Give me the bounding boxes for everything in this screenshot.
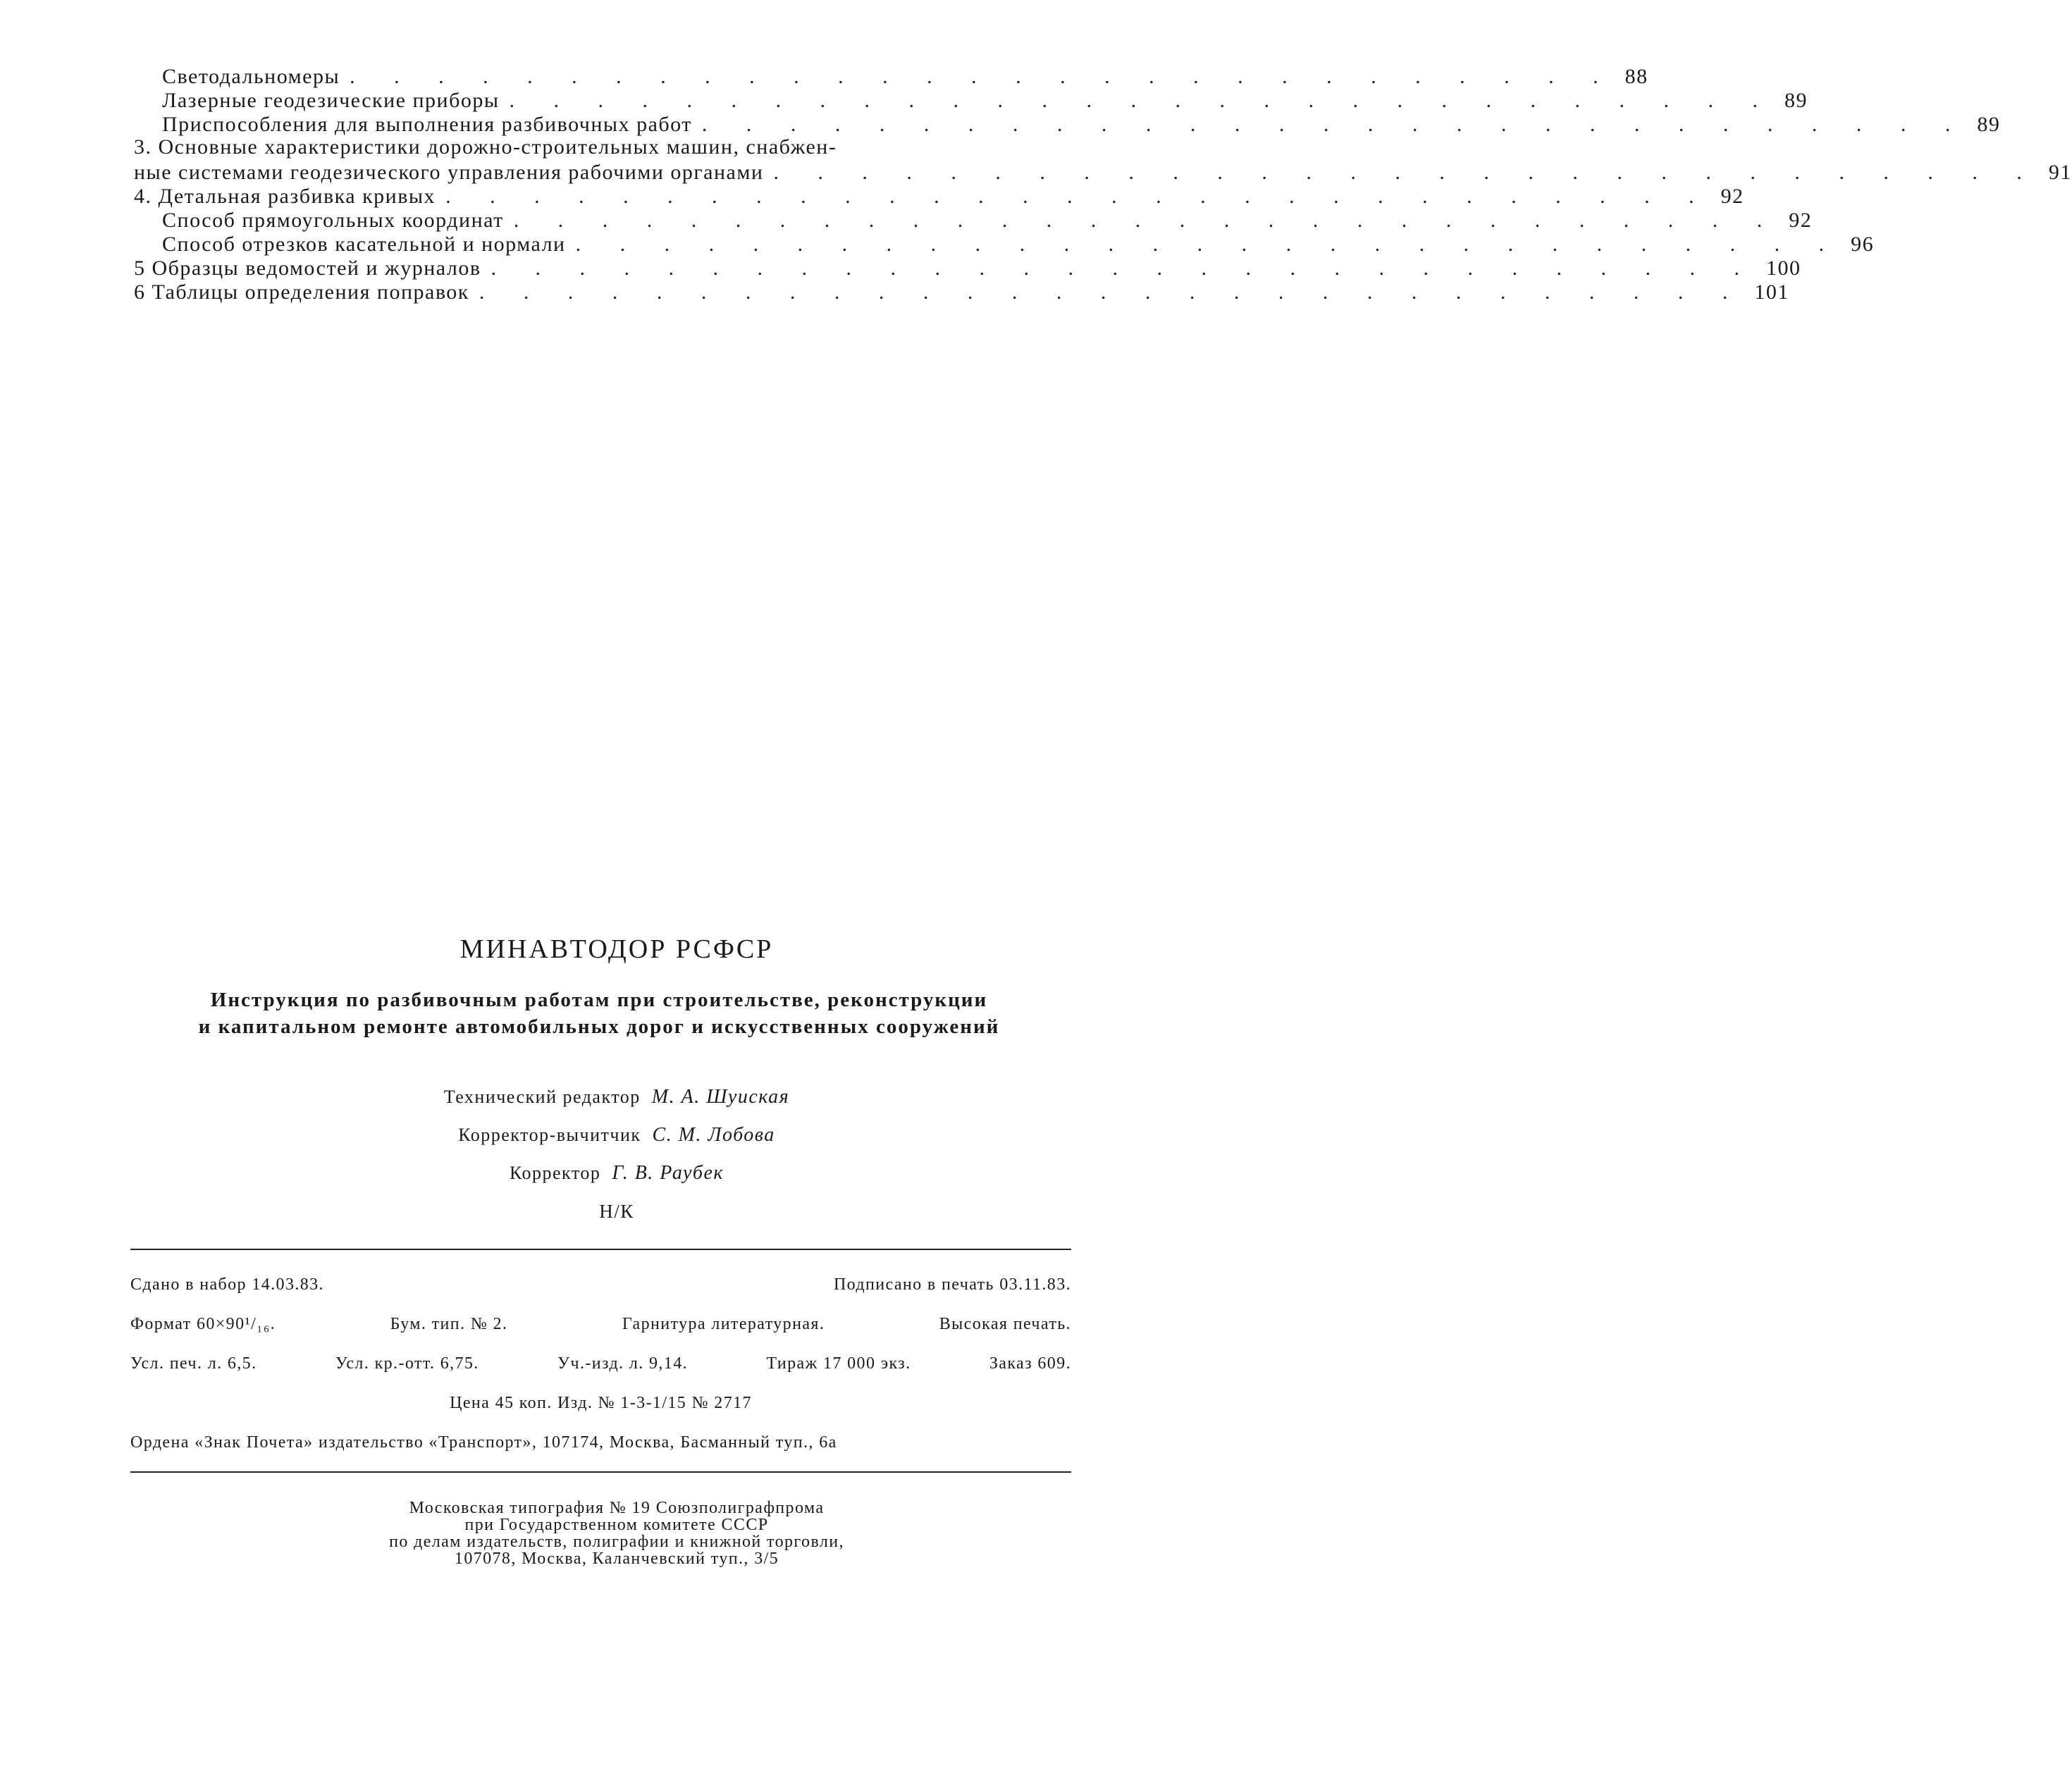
toc-page-number: 91 [2048, 161, 2072, 184]
imprint-row [130, 1423, 1071, 1462]
credits-block [0, 1078, 1233, 1230]
imprint-price: Цена 45 коп. Изд. № 1-3-1/15 № 2717 [450, 1394, 752, 1412]
imprint-signed: Подписано в печать 03.11.83. [833, 1275, 1071, 1294]
imprint-order: Заказ 609. [989, 1354, 1071, 1373]
toc-row [134, 87, 1808, 112]
imprint-block [130, 1265, 1071, 1462]
toc-entry-label: Приспособления для выполнения разбивочных работ [162, 113, 692, 136]
dot-leader: . . . . . . . . . . . . . . . . . . . . . . . . . . . . . [513, 209, 1780, 232]
credit-line [0, 1078, 1233, 1116]
dot-leader: . . . . . . . . . . . . . . . . . . . . . . . . . . . . . [773, 161, 2039, 184]
imprint-row [130, 1344, 1071, 1383]
toc-entry-label: Светодальномеры [162, 65, 340, 88]
toc-entry-label: 5 Образцы ведомостей и журналов [134, 256, 481, 280]
dot-leader: . . . . . . . . . . . . . . . . . . . . . . . . . . . . . [509, 89, 1775, 112]
toc-page-number: 92 [1720, 185, 1744, 208]
toc-entry-label: 6 Таблицы определения поправок [134, 280, 469, 304]
divider-rule [130, 1249, 1071, 1250]
toc-page-number: 89 [1977, 113, 2001, 136]
dot-leader: . . . . . . . . . . . . . . . . . . . . . . . . . . . . . [491, 256, 1756, 280]
imprint-print-sheets: Усл. печ. л. 6,5. [130, 1354, 257, 1373]
credit-name: М. А. Шуиская [651, 1086, 790, 1108]
dot-leader: . . . . . . . . . . . . . . . . . . . . . . . . . . . . . [445, 185, 1711, 208]
imprint-format: Формат 60×90¹/₁₆. [130, 1315, 276, 1333]
book-title-line: и капитальном ремонте автомобильных дорог и искусственных сооружений [198, 1015, 1000, 1038]
book-title [106, 987, 1092, 1040]
credit-name: С. М. Лобова [652, 1124, 775, 1146]
book-title-line: Инструкция по разбивочным работам при строительстве, реконструкции [210, 989, 988, 1011]
imprint-paper: Бум. тип. № 2. [390, 1315, 508, 1333]
credit-line [0, 1116, 1233, 1154]
toc-entry-label: Способ отрезков касательной и нормали [162, 233, 566, 256]
toc-page-number: 100 [1766, 256, 1801, 280]
credit-role: Корректор-вычитчик [458, 1125, 641, 1145]
imprint-color-prints: Усл. кр.-отт. 6,75. [335, 1354, 479, 1373]
toc-row [134, 207, 1813, 232]
imprint-row [130, 1304, 1071, 1344]
printer-line: 107078, Москва, Каланчевский туп., 3/5 [454, 1550, 779, 1568]
toc-page-number: 89 [1784, 89, 1808, 112]
table-of-contents [134, 63, 2072, 304]
dot-leader: . . . . . . . . . . . . . . . . . . . . . . . . . . . . . [350, 65, 1615, 88]
imprint-typeface: Гарнитура литературная. [622, 1315, 825, 1333]
printer-line: при Государственном комитете СССР [464, 1516, 769, 1534]
toc-row [134, 159, 2072, 184]
dot-leader: . . . . . . . . . . . . . . . . . . . . . . . . . . . . . [575, 233, 1842, 256]
credit-role: Корректор [509, 1163, 601, 1183]
toc-entry-label: 3. Основные характеристики дорожно-строительных машин, снабжен- [134, 135, 837, 159]
toc-row [134, 279, 1789, 304]
toc-entry-label: Лазерные геодезические приборы [162, 89, 500, 112]
imprint-print-run: Тираж 17 000 экз. [766, 1354, 911, 1373]
toc-page-number: 96 [1851, 233, 1875, 256]
toc-entry-label: ные системами геодезического управления рабочими органами [134, 161, 764, 184]
dot-leader: . . . . . . . . . . . . . . . . . . . . . . . . . . . . . [701, 113, 1968, 136]
toc-entry-label: 4. Детальная разбивка кривых [134, 185, 436, 208]
credit-line [0, 1154, 1233, 1192]
printer-line: по делам издательств, полиграфии и книжной торговли, [389, 1533, 844, 1551]
toc-page-number: 101 [1754, 280, 1789, 304]
toc-row [134, 183, 1744, 208]
toc-page-number: 92 [1789, 209, 1813, 232]
credit-name: Г. В. Раубек [612, 1162, 724, 1184]
publisher-org-heading: МИНАВТОДОР РСФСР [460, 934, 774, 964]
toc-row [134, 63, 1648, 88]
imprint-print-method: Высокая печать. [939, 1315, 1071, 1333]
imprint-row [130, 1383, 1071, 1423]
credit-role: Технический редактор [443, 1087, 641, 1107]
imprint-publisher: Ордена «Знак Почета» издательство «Транспорт», 107174, Москва, Басманный туп., 6а [130, 1433, 837, 1452]
imprint-row [130, 1265, 1071, 1304]
toc-row [134, 111, 2001, 136]
printer-line: Московская типография № 19 Союзполиграфпрома [409, 1499, 825, 1517]
divider-rule [130, 1471, 1071, 1473]
toc-row [134, 255, 1801, 280]
dot-leader: . . . . . . . . . . . . . . . . . . . . . . . . . . . . . [479, 280, 1745, 304]
imprint-pub-sheets: Уч.-изд. л. 9,14. [557, 1354, 689, 1373]
toc-page-number: 88 [1624, 65, 1648, 88]
edition-code: Н/К [599, 1201, 634, 1222]
toc-row [134, 231, 1875, 256]
toc-entry-label: Способ прямоугольных координат [162, 209, 504, 232]
imprint-submitted: Сдано в набор 14.03.83. [130, 1275, 324, 1294]
printer-block [0, 1500, 1233, 1567]
